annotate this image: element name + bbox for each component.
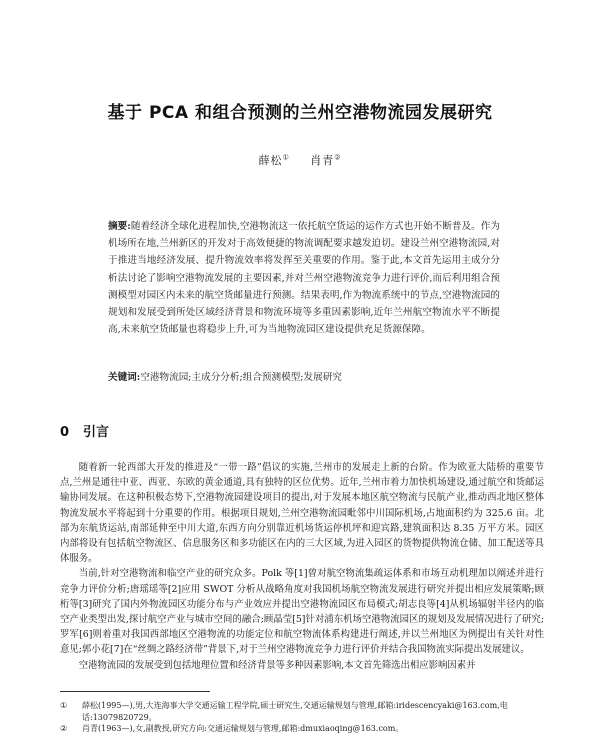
abstract: [108, 218, 500, 338]
author-name: 薛松: [258, 154, 283, 167]
body-text: [60, 460, 544, 673]
abstract-text: 随着经济全球化进程加快,空港物流这一依托航空货运的运作方式也开始不断普及。作为机场所在地,兰州新区的开发对于高效便捷的物流调配要求越发迫切。建设兰州空港物流园,对于推进当地经济发展、提升物流效率将发挥至关重要的作用。鉴于此,本文首先运用主成分分析法讨论了影响空港物流发展的主要因素,并对兰州空港物流竞争力进行评价,而后利用组合预测模型对园区内未来的航空货邮量进行预测。结果表明,作为物流系统中的节点,空港物流园的规划和发展受到所处区域经济背景和物流环境等多重因素影响,近年兰州航空物流水平不断提高,未来航空货邮量也将稳步上升,可为当地物流园区建设提供充足货源保障。: [108, 221, 500, 336]
author-name: 肖青: [310, 154, 335, 167]
section-title: 引言: [83, 425, 110, 440]
section-number: 0: [60, 425, 70, 440]
footnote-2: [60, 723, 544, 735]
author-mark: ①: [282, 153, 290, 162]
footnote-divider: [60, 691, 210, 692]
body-paragraph: 当前,针对空港物流和临空产业的研究众多。Polk 等[1]曾对航空物流集疏运体系和市场互动机理加以阐述并进行竞争力评价分析;唐瑶瑶等[2]应用 SWOT 分析从战略角度对我国机场航空物流发展进行研究并提出相应发展策略;顾桁等[3]研究了国内外物流园区功能分布与产业效应并提出空港物流园区布局模式;胡志良等[4]从机场辐射半径内的临空产业类型出发,探讨航空产业与城市空间的融合;顾晶莹[5]针对浦东机场空港物流园区的规划及发展情况进行了研究;罗军[6]则着重对我国西部地区空港物流的功能定位和航空物流体系构建进行阐述,并以兰州地区为例提出有关针对性意见;郭小花[7]在“丝绸之路经济带”背景下,对于兰州空港物流竞争力进行评价并结合我国物流实际提出发展建议。: [60, 568, 544, 656]
section-heading: [60, 421, 109, 440]
footnote-mark: ①: [60, 701, 68, 710]
keywords-text: 空港物流园;主成分分析;组合预测模型;发展研究: [140, 372, 342, 383]
footnote-text: 薛松(1995—),男,大连海事大学交通运输工程学院,硕士研究生,交通运输规划与管理,邮箱:iridescencyaki@163.com,电话:13079820729。: [82, 701, 508, 722]
body-paragraph: 空港物流园的发展受到包括地理位置和经济背景等多种因素影响,本文首先筛选出相应影响因素并: [78, 659, 476, 671]
body-paragraph: 随着新一轮西部大开发的推进及“一带一路”倡议的实施,兰州市的发展走上新的台阶。作为欧亚大陆桥的重要节点,兰州是通往中亚、西亚、东欧的黄金通道,具有独特的区位优势。近年,兰州市着力加快机场建设,通过航空和货邮运输协同发展。在这种积极态势下,空港物流园建设项目的提出,对于发展本地区航空物流与民航产业,推动西北地区整体物流发展水平将起到十分重要的作用。根据项目规划,兰州空港物流园毗邻中川国际机场,占地面积约为 325.6 亩。北部为东航货运站,南部延伸至中川大道,东西方向分别靠近机场货运停机坪和迎宾路,建筑面积达 8.35 万平方米。园区内部将设有包括航空物流区、信息服务区和多功能区在内的三大区域,为进入园区的货物提供物流仓储、加工配送等具体服务。: [60, 462, 544, 565]
footnote-1: [60, 700, 544, 723]
author-line: [0, 152, 600, 168]
keywords-label: 关键词:: [108, 372, 141, 383]
footnotes: [60, 700, 544, 735]
author-mark: ②: [334, 153, 342, 162]
author-2: [310, 154, 341, 167]
footnote-text: 肖青(1963—),女,副教授,研究方向:交通运输规划与管理,邮箱:dmuxiaoqing@163.com。: [82, 724, 404, 733]
paper-title: 基于 PCA 和组合预测的兰州空港物流园发展研究: [107, 103, 493, 123]
abstract-label: 摘要:: [108, 221, 131, 232]
author-1: [258, 154, 289, 167]
footnote-mark: ②: [60, 724, 68, 733]
keywords: [108, 371, 500, 385]
